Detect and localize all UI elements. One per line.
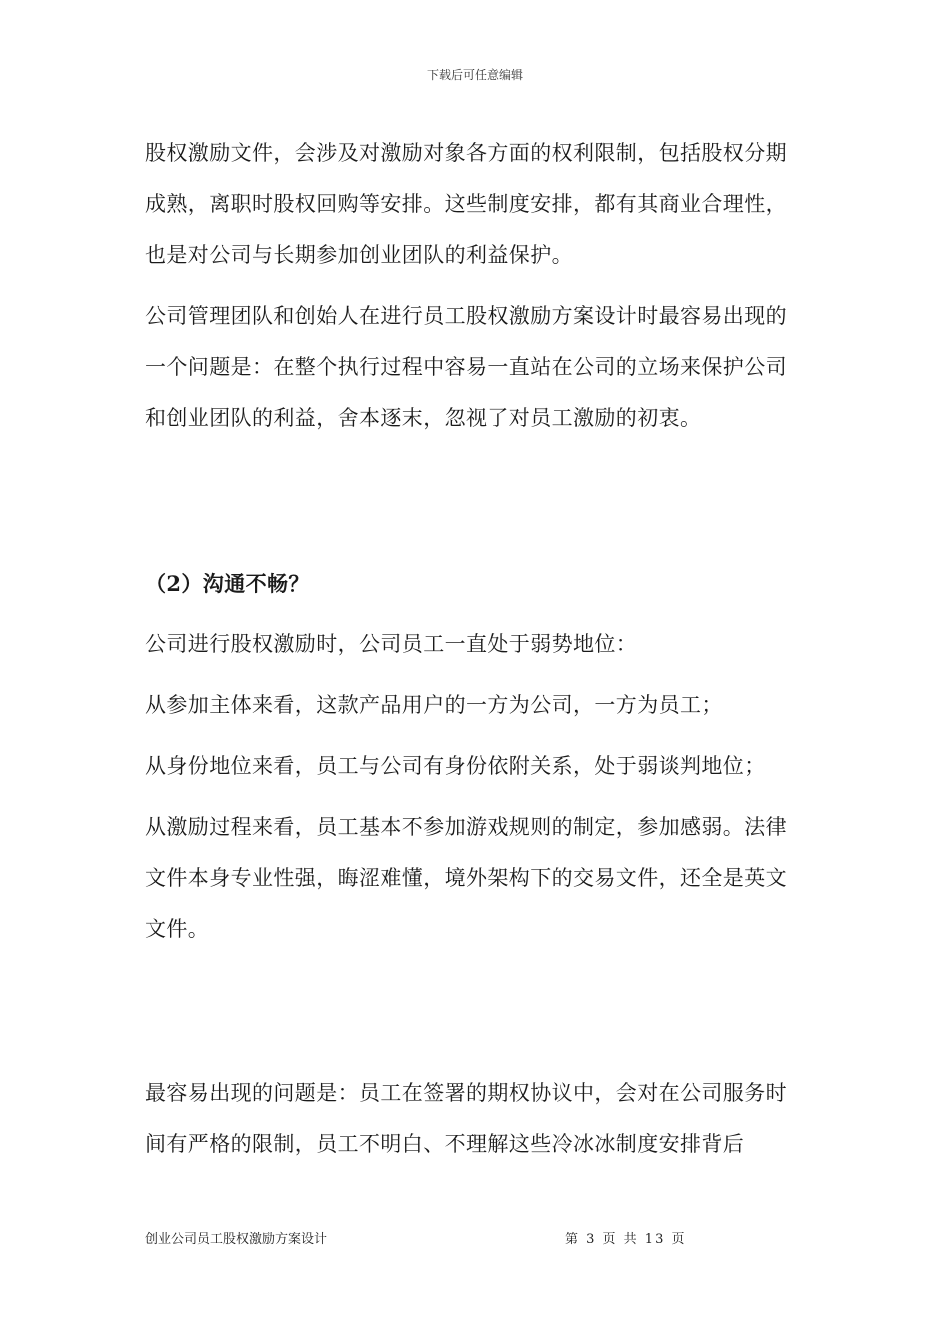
- footer-page-number: 第 3 页 共 13 页: [565, 1232, 687, 1247]
- paragraph-easy-problem: 最容易出现的问题是：员工在签署的期权协议中，会对在公司服务时间有严格的限制，员工不明白、不理解这些冷冰冰制度安排背后: [145, 1081, 787, 1156]
- spacer: [145, 454, 805, 558]
- paragraph-weak-position: 公司进行股权激励时，公司员工一直处于弱势地位：: [145, 632, 638, 656]
- footer-doc-title: 创业公司员工股权激励方案设计: [145, 1232, 328, 1247]
- paragraph-common-problem: 公司管理团队和创始人在进行员工股权激励方案设计时最容易出现的一个问题是：在整个执行过程中容易一直站在公司的立场来保护公司和创业团队的利益，舍本逐末，忽视了对员工激励的初衷。: [145, 304, 787, 430]
- spacer: [145, 965, 805, 1068]
- paragraph-equity-restrictions: 股权激励文件，会涉及对激励对象各方面的权利限制，包括股权分期成熟，离职时股权回购等安排。这些制度安排，都有其商业合理性，也是对公司与长期参加创业团队的利益保护。: [145, 141, 787, 267]
- header-note: 下载后可任意编辑: [426, 68, 523, 82]
- paragraph-subject: 从参加主体来看，这款产品用户的一方为公司，一方为员工；: [145, 693, 723, 717]
- paragraph-status: 从身份地位来看，员工与公司有身份依附关系，处于弱谈判地位；: [145, 754, 766, 778]
- paragraph-process: 从激励过程来看，员工基本不参加游戏规则的制定，参加感弱。法律文件本身专业性强，晦涩难懂，境外架构下的交易文件，还全是英文文件。: [145, 815, 787, 941]
- section-heading: （2）沟通不畅？: [145, 571, 310, 596]
- document-body: [145, 128, 805, 1180]
